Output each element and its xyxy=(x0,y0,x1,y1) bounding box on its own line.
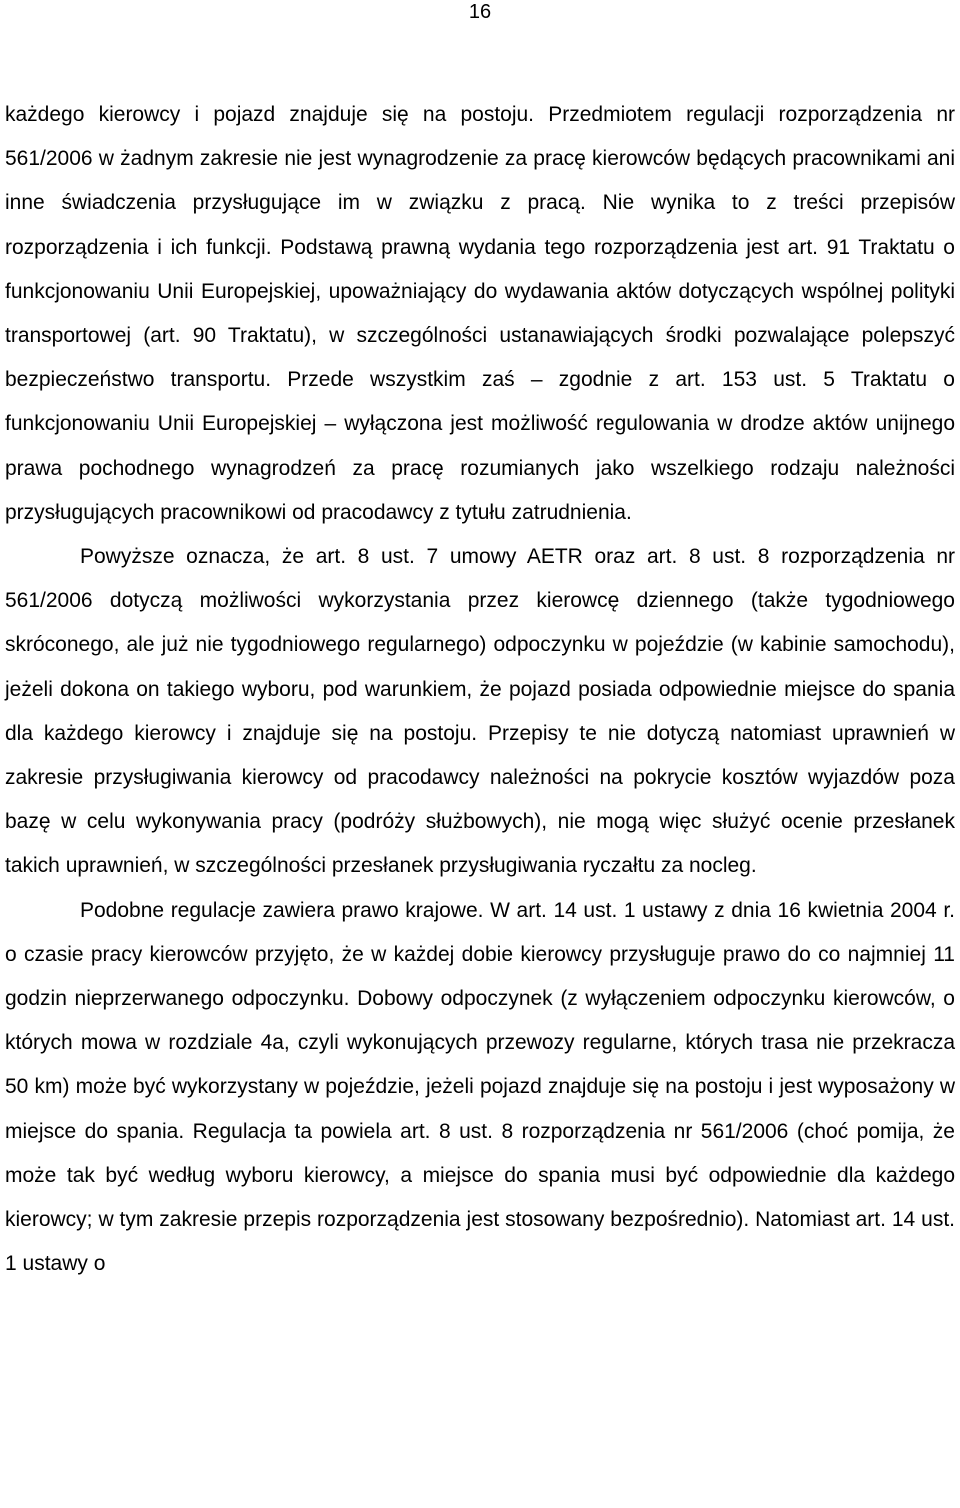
paragraph-1: każdego kierowcy i pojazd znajduje się na postoju. Przedmiotem regulacji rozporządzenia nr 561/2006 w żadnym zakresie nie jest wynagrodzenie za pracę kierowców będących pracownikami ani inne świadczenia przysługujące im w związku z pracą. Nie wynika to z treści przepisów rozporządzenia i ich funkcji. Podstawą prawną wydania tego rozporządzenia jest art. 91 Traktatu o funkcjonowaniu Unii Europejskiej, upoważniający do wydawania aktów dotyczących wspólnej polityki transportowej (art. 90 Traktatu), w szczególności ustanawiających środki pozwalające polepszyć bezpieczeństwo transportu. Przede wszystkim zaś – zgodnie z art. 153 ust. 5 Traktatu o funkcjonowaniu Unii Europejskiej – wyłączona jest możliwość regulowania w drodze aktów unijnego prawa pochodnego wynagrodzeń za pracę rozumianych jako wszelkiego rodzaju należności przysługujących pracownikowi od pracodawcy z tytułu zatrudnienia. xyxy=(5,103,955,524)
paragraph-2: Powyższe oznacza, że art. 8 ust. 7 umowy AETR oraz art. 8 ust. 8 rozporządzenia nr 561/2006 dotyczą możliwości wykorzystania przez kierowcę dziennego (także tygodniowego skróconego, ale już nie tygodniowego regularnego) odpoczynku w pojeździe (w kabinie samochodu), jeżeli dokona on takiego wyboru, pod warunkiem, że pojazd posiada odpowiednie miejsce do spania dla każdego kierowcy i znajduje się na postoju. Przepisy te nie dotyczą natomiast uprawnień w zakresie przysługiwania kierowcy od pracodawcy należności na pokrycie kosztów wyjazdów poza bazę w celu wykonywania pracy (podróży służbowych), nie mogą więc służyć ocenie przesłanek takich uprawnień, w szczególności przesłanek przysługiwania ryczałtu za nocleg. xyxy=(5,545,955,878)
document-body xyxy=(5,93,955,1286)
page-number: 16 xyxy=(468,1,492,23)
paragraph-3: Podobne regulacje zawiera prawo krajowe. W art. 14 ust. 1 ustawy z dnia 16 kwietnia 2004 r. o czasie pracy kierowców przyjęto, że w każdej dobie kierowcy przysługuje prawo do co najmniej 11 godzin nieprzerwanego odpoczynku. Dobowy odpoczynek (z wyłączeniem odpoczynku kierowców, o których mowa w rozdziale 4a, czyli wykonujących przewozy regularne, których trasa nie przekracza 50 km) może być wykorzystany w pojeździe, jeżeli pojazd znajduje się na postoju i jest wyposażony w miejsce do spania. Regulacja ta powiela art. 8 ust. 8 rozporządzenia nr 561/2006 (choć pomija, że może tak być według wyboru kierowcy, a miejsce do spania musi być odpowiednie dla każdego kierowcy; w tym zakresie przepis rozporządzenia jest stosowany bezpośrednio). Natomiast art. 14 ust. 1 ustawy o xyxy=(5,898,955,1276)
